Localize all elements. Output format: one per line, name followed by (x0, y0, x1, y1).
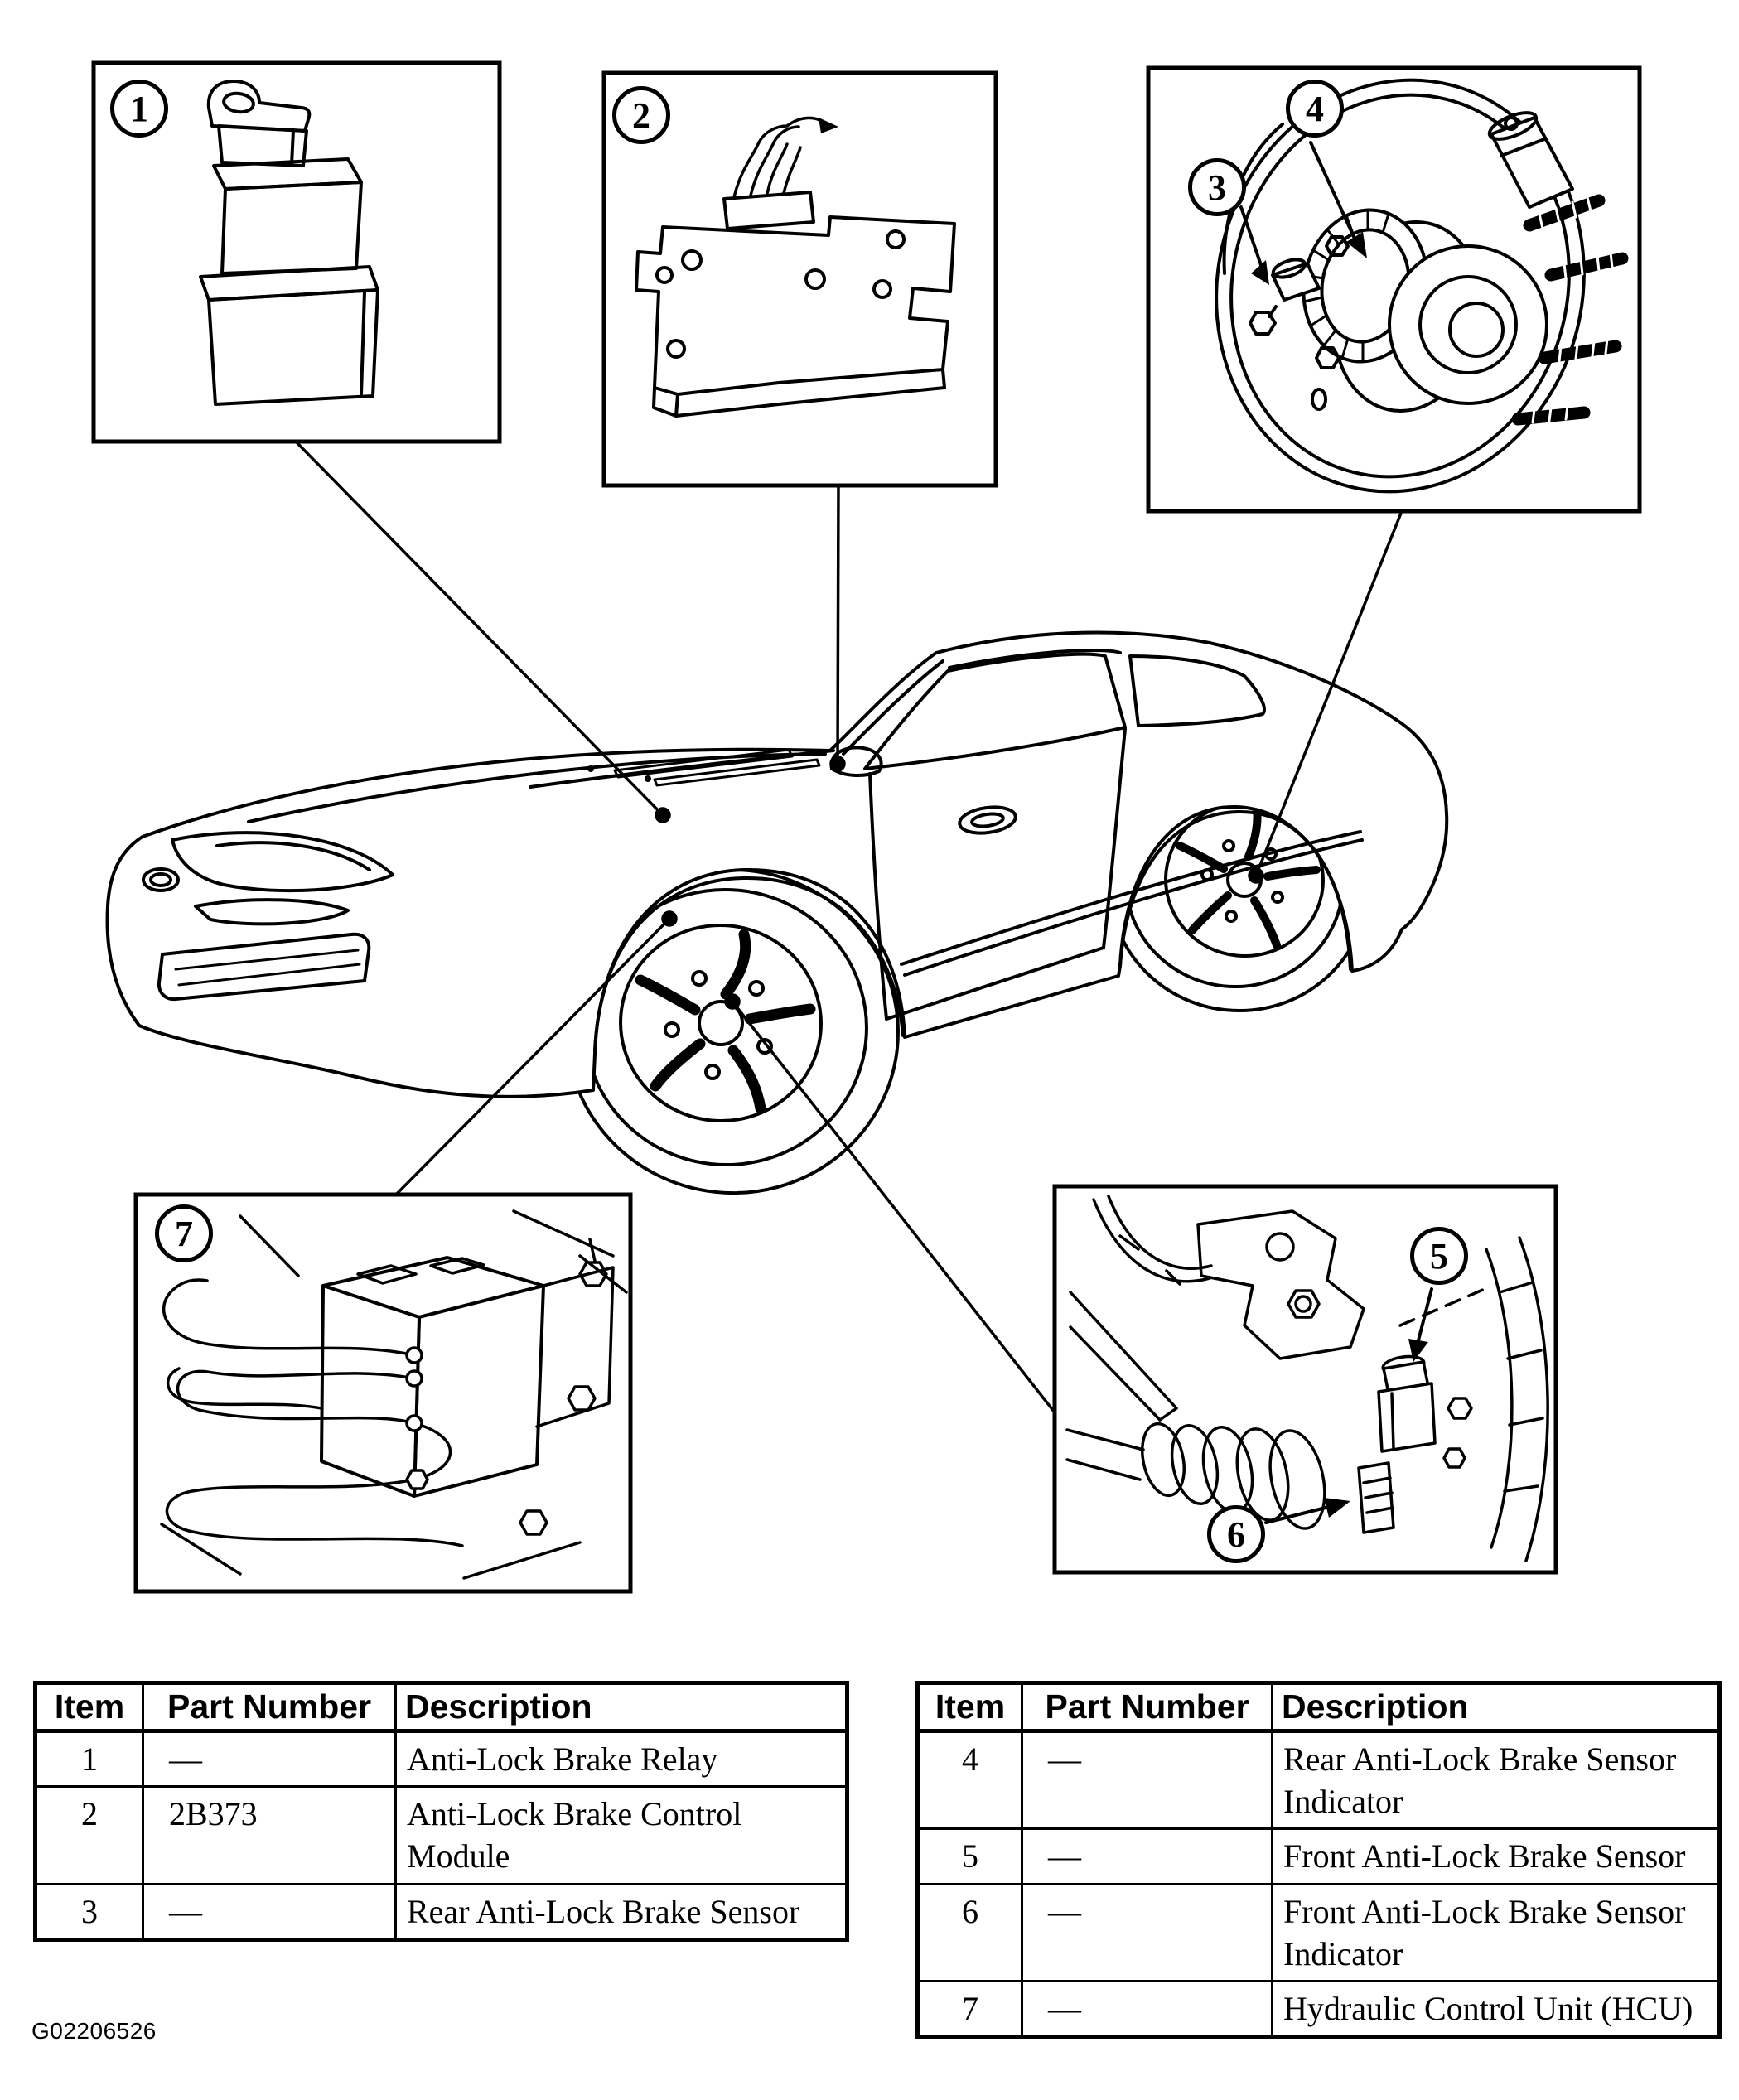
cell-part-number: — (143, 1884, 396, 1939)
callout-number-5: 5 (1430, 1235, 1448, 1277)
cell-description: Anti-Lock Brake Control Module (396, 1787, 848, 1884)
col-header-description: Description (396, 1683, 848, 1731)
cell-item: 5 (918, 1829, 1022, 1884)
cell-description: Front Anti-Lock Brake Sensor Indicator (1273, 1884, 1720, 1981)
callout-badge-5 (1410, 1227, 1468, 1285)
figure-id-label: G02206526 (31, 2018, 157, 2044)
col-header-part-number: Part Number (143, 1683, 396, 1731)
cell-part-number: — (1022, 1981, 1273, 2036)
callout-number-2: 2 (632, 94, 650, 136)
cell-description: Rear Anti-Lock Brake Sensor (396, 1884, 848, 1939)
callout-badge-4 (1286, 80, 1344, 138)
cell-item: 1 (36, 1731, 143, 1787)
cell-item: 3 (36, 1884, 143, 1939)
table-row (918, 1884, 1720, 1981)
cell-part-number: — (1022, 1731, 1273, 1829)
cell-item: 6 (918, 1884, 1022, 1981)
table-row (918, 1981, 1720, 2036)
col-header-item: Item (918, 1683, 1022, 1731)
parts-table-left (33, 1681, 849, 1942)
table-row (36, 1731, 848, 1787)
table-header-row (918, 1683, 1720, 1731)
table-row (918, 1829, 1720, 1884)
callout-number-4: 4 (1306, 88, 1324, 129)
col-header-part-number: Part Number (1022, 1683, 1273, 1731)
callout-number-1: 1 (130, 88, 148, 129)
cell-part-number: — (1022, 1884, 1273, 1981)
callout-badge-3 (1188, 158, 1246, 216)
table-row (918, 1731, 1720, 1829)
cell-part-number: — (1022, 1829, 1273, 1884)
table-row (36, 1787, 848, 1884)
callout-badge-2 (612, 86, 670, 144)
callout-number-7: 7 (175, 1213, 193, 1254)
cell-part-number: 2B373 (143, 1787, 396, 1884)
cell-description: Front Anti-Lock Brake Sensor (1273, 1829, 1720, 1884)
cell-item: 4 (918, 1731, 1022, 1829)
cell-description: Anti-Lock Brake Relay (396, 1731, 848, 1787)
cell-part-number: — (143, 1731, 396, 1787)
col-header-item: Item (36, 1683, 143, 1731)
callout-badge-6 (1207, 1505, 1265, 1563)
cell-item: 2 (36, 1787, 143, 1884)
table-row (36, 1884, 848, 1939)
cell-item: 7 (918, 1981, 1022, 2036)
callout-badge-7 (155, 1204, 213, 1262)
cell-description: Hydraulic Control Unit (HCU) (1273, 1981, 1720, 2036)
cell-description: Rear Anti-Lock Brake Sensor Indicator (1273, 1731, 1720, 1829)
parts-table-right (915, 1681, 1722, 2039)
callout-badge-1 (110, 80, 168, 138)
table-header-row (36, 1683, 848, 1731)
callout-number-3: 3 (1208, 167, 1226, 208)
callout-number-6: 6 (1227, 1513, 1245, 1555)
car-illustration (108, 633, 1447, 1209)
col-header-description: Description (1273, 1683, 1720, 1731)
